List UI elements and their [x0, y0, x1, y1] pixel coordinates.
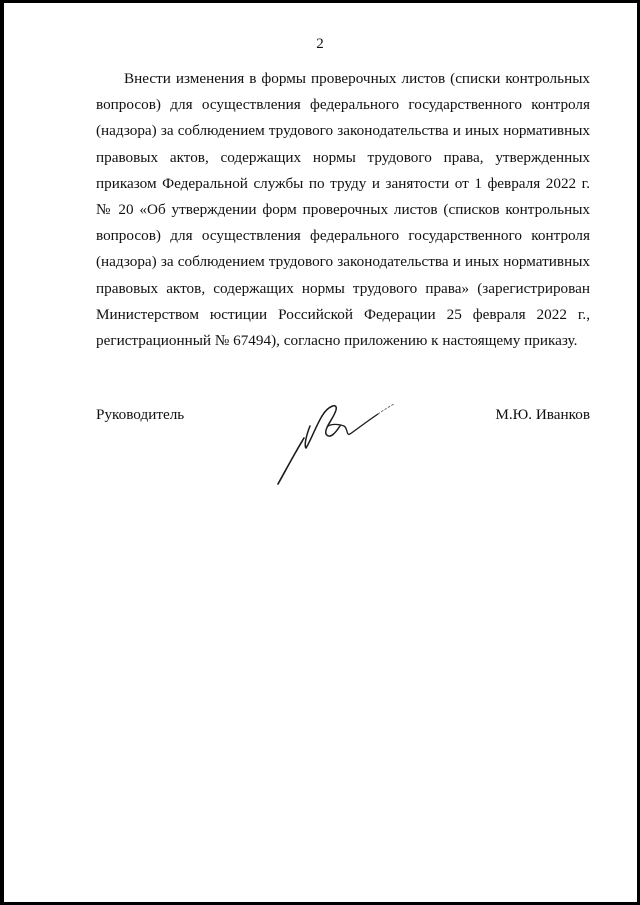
signatory-name: М.Ю. Иванков — [495, 406, 590, 423]
paragraph-line: (надзора) за соблюдением трудового законодательства и иных нормативных — [96, 122, 590, 140]
order-paragraph — [96, 66, 590, 354]
paragraph-line: правовых актов, содержащих нормы трудового права» (зарегистрирован — [96, 279, 590, 297]
signature-block — [96, 402, 590, 502]
paragraph-line: Внести изменения в формы проверочных листов (списки контрольных — [124, 70, 590, 87]
page-number: 2 — [316, 36, 324, 52]
paragraph-line: (надзора) за соблюдением трудового законодательства и иных нормативных — [96, 253, 590, 271]
paragraph-line: Министерством юстиции Российской Федерации 25 февраля 2022 г., — [96, 305, 590, 323]
paragraph-line: правовых актов, содержащих нормы трудового права, утвержденных — [96, 148, 590, 166]
scan-border-left — [0, 0, 4, 905]
paragraph-line: вопросов) для осуществления федерального государственного контроля — [96, 227, 590, 245]
paragraph-line: № 20 «Об утверждении форм проверочных листов (списков контрольных — [96, 201, 590, 219]
handwritten-signature — [266, 396, 416, 496]
scan-border-top — [0, 0, 640, 3]
paragraph-line: вопросов) для осуществления федерального государственного контроля — [96, 96, 590, 114]
paragraph-line: регистрационный № 67494), согласно приложению к настоящему приказу. — [96, 332, 578, 350]
signatory-title: Руководитель — [96, 406, 185, 423]
paragraph-line: приказом Федеральной службы по труду и занятости от 1 февраля 2022 г. — [96, 174, 590, 192]
